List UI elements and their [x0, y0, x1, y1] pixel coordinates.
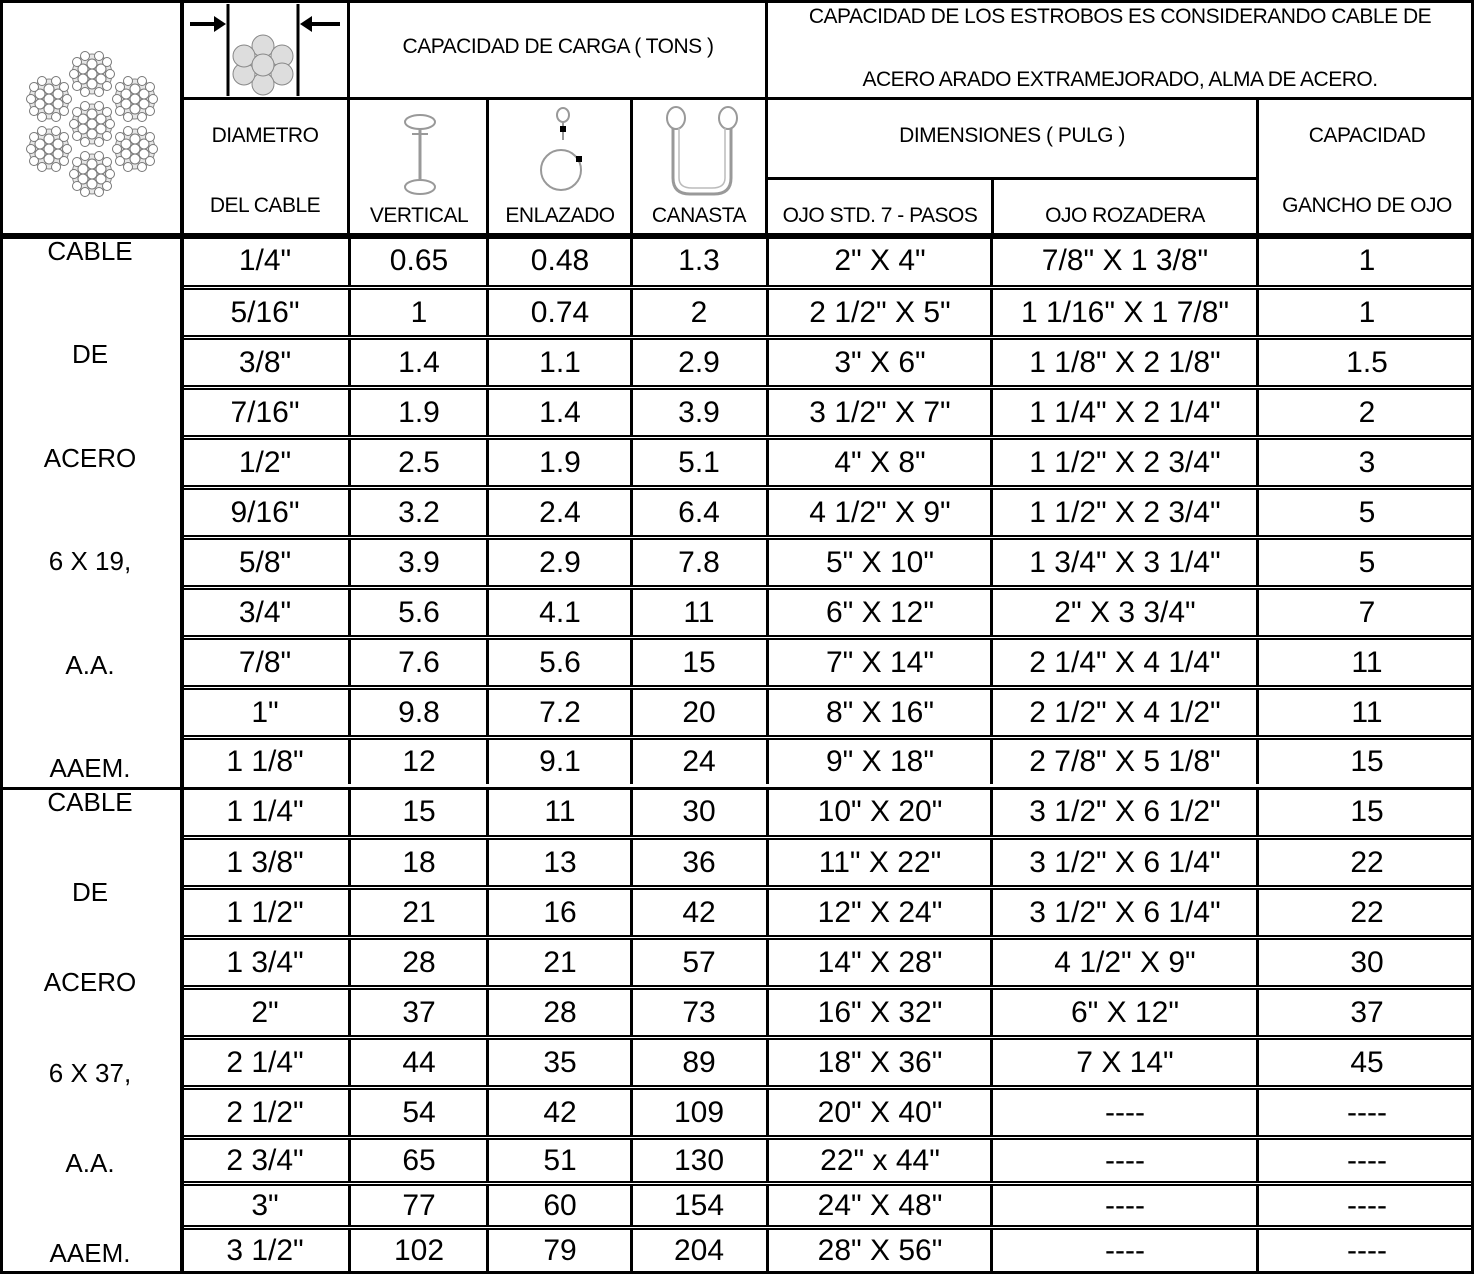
header-capacidad-carga: CAPACIDAD DE CARGA ( TONS ) — [402, 35, 714, 58]
table-cell: 20 — [682, 695, 716, 729]
table-cell: 7/8" X 1 3/8" — [1041, 244, 1209, 277]
table-cell: 1 — [1358, 295, 1376, 329]
table-cell: 42 — [682, 895, 716, 929]
table-cell: 51 — [543, 1143, 577, 1177]
header-note-line1: CAPACIDAD DE LOS ESTROBOS ES CONSIDERANDO CABLE DE — [808, 5, 1432, 28]
table-cell: 37 — [1350, 995, 1384, 1029]
table-cell: 79 — [543, 1233, 577, 1267]
table-cell: 15 — [682, 645, 716, 679]
table-cell: 1" — [251, 695, 279, 729]
table-cell: 0.65 — [389, 244, 449, 277]
table-cell: 0.48 — [530, 244, 590, 277]
table-cell: 9.8 — [398, 695, 440, 729]
table-cell: 30 — [1350, 945, 1384, 979]
table-cell: 20" X 40" — [817, 1095, 943, 1129]
table-cell: 28" X 56" — [817, 1233, 943, 1267]
table-cell: 5 — [1358, 495, 1376, 529]
table-cell: 1/2" — [238, 445, 292, 479]
table-row — [0, 236, 1474, 286]
table-row — [0, 289, 1474, 336]
table-cell: 2 1/2" X 4 1/2" — [1029, 695, 1221, 729]
table-cell: 3.9 — [398, 545, 440, 579]
table-cell: 22" x 44" — [820, 1143, 940, 1177]
row-divider — [184, 285, 1474, 287]
table-cell: 4 1/2" X 9" — [1054, 945, 1196, 979]
table-cell: 1 1/4" — [226, 794, 304, 828]
header-row-divider — [184, 97, 1474, 100]
table-cell: 1 1/2" — [226, 895, 304, 929]
table-cell: 1 1/2" X 2 3/4" — [1029, 495, 1221, 529]
cable-type-label: A.A. — [65, 649, 115, 680]
table-cell: 65 — [402, 1143, 436, 1177]
table-cell: 3/8" — [238, 345, 292, 379]
table-cell: 57 — [682, 945, 716, 979]
table-cell: 1 1/4" X 2 1/4" — [1029, 395, 1221, 429]
table-row — [0, 1185, 1474, 1226]
table-cell: 60 — [543, 1188, 577, 1222]
table-cell: 24" X 48" — [817, 1188, 943, 1222]
table-cell: 154 — [673, 1188, 725, 1222]
table-cell: 3.2 — [398, 495, 440, 529]
table-cell: 3 1/2" X 6 1/4" — [1029, 895, 1221, 929]
cable-cross-section-icon — [18, 50, 166, 198]
table-cell: 2 1/4" X 4 1/4" — [1029, 645, 1221, 679]
table-cell: 15 — [1350, 794, 1384, 828]
table-cell: 36 — [682, 845, 716, 879]
table-cell: 3 1/2" — [226, 1233, 304, 1267]
table-cell: 2 3/4" — [226, 1143, 304, 1177]
table-cell: 3/4" — [238, 595, 292, 629]
row-divider — [184, 685, 1474, 687]
table-cell: 1 — [410, 295, 428, 329]
table-row — [0, 339, 1474, 386]
table-cell: 15 — [1350, 744, 1384, 778]
table-cell: 1 1/8" — [226, 744, 304, 778]
table-cell: 2 1/2" — [226, 1095, 304, 1129]
table-cell: 5.6 — [398, 595, 440, 629]
table-row — [0, 539, 1474, 586]
header-subrow-divider — [768, 177, 1256, 180]
header-vertical: VERTICAL — [369, 204, 469, 227]
table-row — [0, 989, 1474, 1036]
table-cell: 22 — [1350, 895, 1384, 929]
header-capacidad-line1: CAPACIDAD — [1308, 124, 1426, 147]
row-divider — [184, 1181, 1474, 1183]
table-cell: ---- — [1105, 1233, 1145, 1267]
table-cell: 3.9 — [678, 395, 720, 429]
table-cell: 5/8" — [238, 545, 292, 579]
table-cell: ---- — [1347, 1095, 1387, 1129]
table-cell: 28 — [543, 995, 577, 1029]
table-cell: 2 7/8" X 5 1/8" — [1029, 744, 1221, 778]
table-cell: ---- — [1105, 1143, 1145, 1177]
table-cell: 13 — [543, 845, 577, 879]
table-row — [0, 839, 1474, 886]
table-row — [0, 739, 1474, 784]
table-cell: 7.2 — [539, 695, 581, 729]
table-cell: 54 — [402, 1095, 436, 1129]
row-divider — [184, 1135, 1474, 1137]
table-cell: 1 3/8" — [226, 845, 304, 879]
table-cell: 204 — [673, 1233, 725, 1267]
column-divider — [486, 100, 489, 236]
table-cell: 2 — [690, 295, 708, 329]
table-cell: ---- — [1105, 1095, 1145, 1129]
header-diametro-line2: DEL CABLE — [209, 194, 321, 217]
table-cell: 7.8 — [678, 545, 720, 579]
table-cell: 24 — [682, 744, 716, 778]
table-cell: 37 — [402, 995, 436, 1029]
cable-type-label: 6 X 19, — [48, 546, 132, 577]
table-cell: 7/16" — [230, 395, 300, 429]
table-cell: 1/4" — [238, 244, 292, 277]
table-cell: 42 — [543, 1095, 577, 1129]
table-cell: 11 — [1351, 645, 1383, 679]
table-cell: 3" X 6" — [834, 345, 926, 379]
table-cell: 2 1/2" X 5" — [809, 295, 951, 329]
table-cell: 2.5 — [398, 445, 440, 479]
header-dimensiones: DIMENSIONES ( PULG ) — [899, 124, 1125, 147]
table-cell: 7 — [1358, 595, 1376, 629]
table-row — [0, 889, 1474, 936]
table-cell: 2" X 3 3/4" — [1054, 595, 1196, 629]
table-cell: 2 1/4" — [226, 1045, 304, 1079]
table-cell: 1 1/8" X 2 1/8" — [1029, 345, 1221, 379]
table-cell: 6.4 — [678, 495, 720, 529]
table-row — [0, 939, 1474, 986]
table-cell: 7/8" — [238, 645, 292, 679]
table-cell: 1.1 — [539, 345, 581, 379]
table-cell: 11" X 22" — [818, 845, 942, 879]
table-cell: 3 1/2" X 6 1/4" — [1029, 845, 1221, 879]
cable-type-label: CABLE — [47, 787, 133, 817]
table-cell: 11 — [1351, 695, 1383, 729]
cable-diameter-measure-icon — [184, 4, 348, 96]
table-top-border — [0, 0, 1474, 3]
table-cell: 14" X 28" — [817, 945, 943, 979]
row-divider — [184, 835, 1474, 837]
table-cell: 4" X 8" — [834, 445, 926, 479]
header-ojo-rozadera: OJO ROZADERA — [1045, 204, 1205, 227]
table-cell: 6" X 12" — [1070, 995, 1180, 1029]
table-cell: 9/16" — [230, 495, 300, 529]
vertical-sling-icon — [400, 112, 440, 196]
header-capacidad-line2: GANCHO DE OJO — [1282, 194, 1452, 217]
table-cell: 12" X 24" — [817, 895, 943, 929]
table-cell: 5" X 10" — [825, 545, 935, 579]
cable-type-label: A.A. — [65, 1147, 115, 1178]
header-note-line2: ACERO ARADO EXTRAMEJORADO, ALMA DE ACERO. — [862, 68, 1378, 91]
table-cell: 1.4 — [398, 345, 440, 379]
row-divider — [184, 885, 1474, 887]
row-divider — [184, 585, 1474, 587]
table-cell: 6" X 12" — [825, 595, 935, 629]
table-cell: 3 1/2" X 6 1/2" — [1029, 794, 1221, 828]
table-row — [0, 787, 1474, 836]
table-cell: 12 — [402, 744, 436, 778]
header-enlazado: ENLAZADO — [505, 204, 615, 227]
table-cell: 109 — [673, 1095, 725, 1129]
table-cell: 45 — [1350, 1045, 1384, 1079]
table-cell: 1.3 — [678, 244, 720, 277]
row-divider — [184, 1035, 1474, 1037]
row-divider — [184, 985, 1474, 987]
table-cell: 1.9 — [398, 395, 440, 429]
table-cell: 1 3/4" X 3 1/4" — [1029, 545, 1221, 579]
table-cell: 22 — [1350, 845, 1384, 879]
table-cell: 9" X 18" — [825, 744, 935, 778]
table-row — [0, 689, 1474, 736]
cable-type-label: AAEM. — [49, 753, 131, 783]
table-cell: 2" — [251, 995, 279, 1029]
choker-sling-icon — [536, 106, 586, 200]
column-divider — [765, 0, 768, 236]
table-cell: 2.4 — [539, 495, 581, 529]
table-cell: ---- — [1105, 1188, 1145, 1222]
table-cell: 15 — [402, 794, 436, 828]
table-cell: ---- — [1347, 1188, 1387, 1222]
table-cell: 1.5 — [1346, 345, 1388, 379]
table-cell: 1 1/16" X 1 7/8" — [1020, 295, 1230, 329]
row-divider — [184, 635, 1474, 637]
table-cell: 16" X 32" — [817, 995, 943, 1029]
table-row — [0, 1139, 1474, 1182]
header-ojo-std: OJO STD. 7 - PASOS — [782, 204, 978, 227]
table-cell: 30 — [682, 794, 716, 828]
table-cell: 2.9 — [539, 545, 581, 579]
table-cell: 89 — [682, 1045, 716, 1079]
table-cell: 18 — [402, 845, 436, 879]
table-cell: 11 — [683, 595, 715, 629]
table-cell: 7 X 14" — [1076, 1045, 1174, 1079]
cable-type-label: DE — [71, 877, 109, 908]
table-cell: 2 — [1358, 395, 1376, 429]
cable-type-label: 6 X 37, — [48, 1057, 132, 1088]
table-row — [0, 1039, 1474, 1086]
row-divider — [184, 535, 1474, 537]
row-divider — [184, 735, 1474, 737]
table-cell: 3 — [1358, 445, 1376, 479]
table-cell: 1.9 — [539, 445, 581, 479]
table-cell: ---- — [1347, 1233, 1387, 1267]
cable-type-label: ACERO — [43, 442, 137, 473]
table-cell: 77 — [402, 1188, 436, 1222]
column-divider — [1256, 100, 1259, 236]
table-cell: 8" X 16" — [825, 695, 935, 729]
table-cell: 21 — [402, 895, 436, 929]
table-cell: ---- — [1347, 1143, 1387, 1177]
cable-type-label: DE — [71, 339, 109, 370]
table-cell: 3 1/2" X 7" — [809, 395, 951, 429]
row-divider — [184, 385, 1474, 387]
table-cell: 16 — [543, 895, 577, 929]
table-cell: 4 1/2" X 9" — [809, 495, 951, 529]
table-cell: 130 — [673, 1143, 725, 1177]
table-cell: 5/16" — [230, 295, 300, 329]
table-cell: 4.1 — [539, 595, 581, 629]
table-cell: 28 — [402, 945, 436, 979]
cable-type-label: CABLE — [47, 236, 133, 266]
table-cell: 0.74 — [530, 295, 590, 329]
table-cell: 11 — [544, 794, 576, 828]
table-cell: 5.6 — [539, 645, 581, 679]
column-divider — [630, 100, 633, 236]
row-divider — [184, 435, 1474, 437]
row-divider — [184, 485, 1474, 487]
table-cell: 2" X 4" — [834, 244, 926, 277]
row-divider — [184, 1225, 1474, 1227]
table-cell: 10" X 20" — [817, 794, 943, 828]
table-row — [0, 439, 1474, 486]
table-cell: 73 — [682, 995, 716, 1029]
table-cell: 5 — [1358, 545, 1376, 579]
header-diametro-line1: DIAMETRO — [211, 124, 319, 147]
table-row — [0, 1089, 1474, 1136]
table-cell: 5.1 — [678, 445, 720, 479]
table-row — [0, 389, 1474, 436]
table-cell: 1.4 — [539, 395, 581, 429]
cable-type-label: ACERO — [43, 967, 137, 998]
table-row — [0, 489, 1474, 536]
table-cell: 3" — [251, 1188, 279, 1222]
column-divider — [991, 177, 994, 236]
row-divider — [184, 335, 1474, 337]
table-cell: 9.1 — [539, 744, 581, 778]
table-cell: 1 — [1358, 244, 1376, 277]
table-cell: 1 1/2" X 2 3/4" — [1029, 445, 1221, 479]
basket-sling-icon — [660, 106, 744, 200]
table-cell: 21 — [543, 945, 577, 979]
table-cell: 2.9 — [678, 345, 720, 379]
table-row — [0, 589, 1474, 636]
table-row — [0, 639, 1474, 686]
table-cell: 44 — [402, 1045, 436, 1079]
row-divider — [184, 1085, 1474, 1087]
table-cell: 1 3/4" — [226, 945, 304, 979]
table-cell: 102 — [393, 1233, 445, 1267]
row-divider — [184, 935, 1474, 937]
table-cell: 7.6 — [398, 645, 440, 679]
table-cell: 35 — [543, 1045, 577, 1079]
header-canasta: CANASTA — [651, 204, 747, 227]
table-cell: 18" X 36" — [817, 1045, 943, 1079]
table-row — [0, 1229, 1474, 1272]
table-cell: 7" X 14" — [825, 645, 935, 679]
cable-type-label: AAEM. — [49, 1238, 131, 1268]
